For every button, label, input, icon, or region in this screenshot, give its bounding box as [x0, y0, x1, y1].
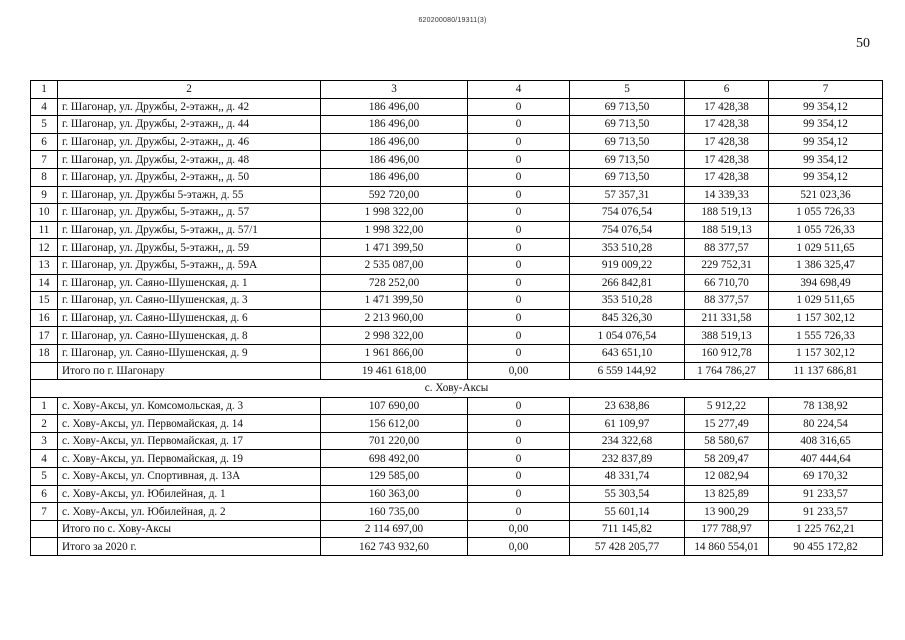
- value-cell-3: 1 961 866,00: [321, 344, 468, 362]
- value-cell-4: 0: [468, 432, 570, 450]
- value-cell-3: 701 220,00: [321, 432, 468, 450]
- address-cell: г. Шагонар, ул. Дружбы, 5-этажн,, д. 57/1: [58, 221, 321, 239]
- row-number: 7: [31, 503, 58, 521]
- value-cell-7: 78 138,92: [769, 397, 883, 415]
- column-header: 1: [31, 81, 58, 99]
- row-number: 10: [31, 204, 58, 222]
- row-number: 6: [31, 485, 58, 503]
- value-cell-4: 0: [468, 221, 570, 239]
- row-number: 13: [31, 256, 58, 274]
- address-cell: с. Хову-Аксы, ул. Юбилейная, д. 2: [58, 503, 321, 521]
- value-cell-3: 592 720,00: [321, 186, 468, 204]
- empty-cell: [31, 362, 58, 380]
- table-row: [31, 221, 883, 239]
- value-cell-4: 0: [468, 292, 570, 310]
- row-number: 9: [31, 186, 58, 204]
- value-cell-5: 69 713,50: [570, 151, 685, 169]
- value-cell-6: 17 428,38: [685, 133, 769, 151]
- value-cell-7: 521 023,36: [769, 186, 883, 204]
- value-cell-7: 99 354,12: [769, 98, 883, 116]
- value-cell-4: 0: [468, 309, 570, 327]
- row-number: 7: [31, 151, 58, 169]
- table-row: [31, 344, 883, 362]
- value-cell-6: 14 339,33: [685, 186, 769, 204]
- row-number: 3: [31, 432, 58, 450]
- value-cell-3: 186 496,00: [321, 98, 468, 116]
- table-row: [31, 256, 883, 274]
- table-row: [31, 468, 883, 486]
- value-cell-5: 353 510,28: [570, 239, 685, 257]
- value-cell-5: 57 357,31: [570, 186, 685, 204]
- value-cell-3: 1 471 399,50: [321, 292, 468, 310]
- value-cell-3: 160 363,00: [321, 485, 468, 503]
- table-row: [31, 309, 883, 327]
- value-cell-4: 0: [468, 151, 570, 169]
- address-cell: г. Шагонар, ул. Саяно-Шушенская, д. 3: [58, 292, 321, 310]
- row-number: 18: [31, 344, 58, 362]
- total-label: Итого по с. Хову-Аксы: [58, 520, 321, 538]
- value-cell-6: 229 752,31: [685, 256, 769, 274]
- data-table: [30, 80, 883, 556]
- value-cell-3: 156 612,00: [321, 415, 468, 433]
- table-row: [31, 116, 883, 134]
- value-cell-5: 643 651,10: [570, 344, 685, 362]
- row-number: 5: [31, 116, 58, 134]
- value-cell-3: 2 114 697,00: [321, 520, 468, 538]
- value-cell-6: 58 580,67: [685, 432, 769, 450]
- value-cell-4: 0: [468, 327, 570, 345]
- value-cell-7: 90 455 172,82: [769, 538, 883, 556]
- value-cell-6: 14 860 554,01: [685, 538, 769, 556]
- value-cell-7: 1 029 511,65: [769, 292, 883, 310]
- row-number: 2: [31, 415, 58, 433]
- value-cell-7: 91 233,57: [769, 503, 883, 521]
- address-cell: с. Хову-Аксы, ул. Юбилейная, д. 1: [58, 485, 321, 503]
- address-cell: с. Хову-Аксы, ул. Комсомольская, д. 3: [58, 397, 321, 415]
- value-cell-7: 394 698,49: [769, 274, 883, 292]
- table-row: [31, 327, 883, 345]
- column-header: 2: [58, 81, 321, 99]
- value-cell-7: 99 354,12: [769, 151, 883, 169]
- row-number: 1: [31, 397, 58, 415]
- value-cell-5: 234 322,68: [570, 432, 685, 450]
- value-cell-4: 0: [468, 116, 570, 134]
- value-cell-6: 211 331,58: [685, 309, 769, 327]
- table-row: [31, 151, 883, 169]
- row-number: 4: [31, 98, 58, 116]
- value-cell-6: 15 277,49: [685, 415, 769, 433]
- value-cell-5: 48 331,74: [570, 468, 685, 486]
- row-number: 11: [31, 221, 58, 239]
- value-cell-6: 13 825,89: [685, 485, 769, 503]
- value-cell-4: 0: [468, 485, 570, 503]
- address-cell: с. Хову-Аксы, ул. Первомайская, д. 17: [58, 432, 321, 450]
- value-cell-6: 17 428,38: [685, 98, 769, 116]
- total-row-year: [31, 538, 883, 556]
- table-body: [31, 81, 883, 556]
- value-cell-5: 266 842,81: [570, 274, 685, 292]
- value-cell-6: 17 428,38: [685, 168, 769, 186]
- value-cell-7: 1 157 302,12: [769, 309, 883, 327]
- value-cell-6: 188 519,13: [685, 204, 769, 222]
- column-header: 3: [321, 81, 468, 99]
- empty-cell: [31, 520, 58, 538]
- table-row: [31, 168, 883, 186]
- row-number: 14: [31, 274, 58, 292]
- value-cell-5: 754 076,54: [570, 221, 685, 239]
- column-header: 7: [769, 81, 883, 99]
- value-cell-5: 61 109,97: [570, 415, 685, 433]
- value-cell-3: 162 743 932,60: [321, 538, 468, 556]
- value-cell-4: 0,00: [468, 538, 570, 556]
- value-cell-5: 232 837,89: [570, 450, 685, 468]
- row-number: 16: [31, 309, 58, 327]
- address-cell: г. Шагонар, ул. Дружбы, 2-этажн,, д. 50: [58, 168, 321, 186]
- section-header-row: [31, 380, 883, 398]
- value-cell-7: 1 225 762,21: [769, 520, 883, 538]
- value-cell-3: 728 252,00: [321, 274, 468, 292]
- value-cell-4: 0: [468, 503, 570, 521]
- table-row: [31, 292, 883, 310]
- value-cell-7: 69 170,32: [769, 468, 883, 486]
- value-cell-7: 1 055 726,33: [769, 221, 883, 239]
- value-cell-5: 1 054 076,54: [570, 327, 685, 345]
- column-header: 6: [685, 81, 769, 99]
- value-cell-5: 6 559 144,92: [570, 362, 685, 380]
- column-header: 4: [468, 81, 570, 99]
- value-cell-3: 19 461 618,00: [321, 362, 468, 380]
- value-cell-5: 69 713,50: [570, 133, 685, 151]
- empty-cell: [31, 538, 58, 556]
- value-cell-3: 186 496,00: [321, 168, 468, 186]
- value-cell-5: 845 326,30: [570, 309, 685, 327]
- address-cell: г. Шагонар, ул. Дружбы 5-этажн, д. 55: [58, 186, 321, 204]
- value-cell-3: 698 492,00: [321, 450, 468, 468]
- value-cell-6: 58 209,47: [685, 450, 769, 468]
- table-row: [31, 503, 883, 521]
- value-cell-6: 188 519,13: [685, 221, 769, 239]
- table-row: [31, 186, 883, 204]
- document-id: 620200080/19311(3): [418, 17, 487, 24]
- value-cell-3: 1 998 322,00: [321, 221, 468, 239]
- value-cell-6: 12 082,94: [685, 468, 769, 486]
- value-cell-3: 160 735,00: [321, 503, 468, 521]
- value-cell-6: 66 710,70: [685, 274, 769, 292]
- value-cell-7: 11 137 686,81: [769, 362, 883, 380]
- value-cell-4: 0: [468, 204, 570, 222]
- value-cell-4: 0: [468, 133, 570, 151]
- value-cell-4: 0: [468, 98, 570, 116]
- value-cell-3: 2 535 087,00: [321, 256, 468, 274]
- address-cell: г. Шагонар, ул. Саяно-Шушенская, д. 1: [58, 274, 321, 292]
- value-cell-7: 99 354,12: [769, 116, 883, 134]
- address-cell: с. Хову-Аксы, ул. Первомайская, д. 14: [58, 415, 321, 433]
- value-cell-6: 13 900,29: [685, 503, 769, 521]
- row-number: 4: [31, 450, 58, 468]
- value-cell-3: 2 998 322,00: [321, 327, 468, 345]
- value-cell-7: 1 386 325,47: [769, 256, 883, 274]
- table-row: [31, 98, 883, 116]
- value-cell-4: 0: [468, 186, 570, 204]
- value-cell-4: 0: [468, 256, 570, 274]
- value-cell-5: 919 009,22: [570, 256, 685, 274]
- table-row: [31, 432, 883, 450]
- address-cell: г. Шагонар, ул. Дружбы, 5-этажн,, д. 59А: [58, 256, 321, 274]
- value-cell-7: 99 354,12: [769, 133, 883, 151]
- table-row: [31, 450, 883, 468]
- address-cell: г. Шагонар, ул. Саяно-Шушенская, д. 6: [58, 309, 321, 327]
- value-cell-3: 186 496,00: [321, 151, 468, 169]
- row-number: 15: [31, 292, 58, 310]
- total-row-shagonar: [31, 362, 883, 380]
- value-cell-3: 1 998 322,00: [321, 204, 468, 222]
- value-cell-5: 57 428 205,77: [570, 538, 685, 556]
- row-number: 8: [31, 168, 58, 186]
- page-number: 50: [856, 36, 870, 51]
- table-row: [31, 397, 883, 415]
- address-cell: г. Шагонар, ул. Дружбы, 2-этажн,, д. 44: [58, 116, 321, 134]
- table-row: [31, 415, 883, 433]
- value-cell-5: 69 713,50: [570, 168, 685, 186]
- row-number: 12: [31, 239, 58, 257]
- table-row: [31, 485, 883, 503]
- row-number: 6: [31, 133, 58, 151]
- value-cell-4: 0: [468, 344, 570, 362]
- table-row: [31, 239, 883, 257]
- value-cell-6: 88 377,57: [685, 292, 769, 310]
- value-cell-5: 55 601,14: [570, 503, 685, 521]
- value-cell-4: 0: [468, 450, 570, 468]
- value-cell-7: 80 224,54: [769, 415, 883, 433]
- value-cell-6: 5 912,22: [685, 397, 769, 415]
- row-number: 17: [31, 327, 58, 345]
- table-row: [31, 204, 883, 222]
- total-label: Итого за 2020 г.: [58, 538, 321, 556]
- value-cell-3: 107 690,00: [321, 397, 468, 415]
- value-cell-7: 99 354,12: [769, 168, 883, 186]
- value-cell-5: 55 303,54: [570, 485, 685, 503]
- row-number: 5: [31, 468, 58, 486]
- address-cell: г. Шагонар, ул. Дружбы, 2-этажн,, д. 42: [58, 98, 321, 116]
- table-row: [31, 274, 883, 292]
- value-cell-7: 1 029 511,65: [769, 239, 883, 257]
- header-row: [31, 81, 883, 99]
- value-cell-4: 0: [468, 168, 570, 186]
- address-cell: г. Шагонар, ул. Дружбы, 5-этажн,, д. 57: [58, 204, 321, 222]
- table-row: [31, 133, 883, 151]
- value-cell-7: 407 444,64: [769, 450, 883, 468]
- value-cell-3: 186 496,00: [321, 116, 468, 134]
- column-header: 5: [570, 81, 685, 99]
- address-cell: г. Шагонар, ул. Саяно-Шушенская, д. 8: [58, 327, 321, 345]
- value-cell-3: 1 471 399,50: [321, 239, 468, 257]
- value-cell-6: 17 428,38: [685, 116, 769, 134]
- value-cell-6: 1 764 786,27: [685, 362, 769, 380]
- value-cell-6: 160 912,78: [685, 344, 769, 362]
- value-cell-4: 0: [468, 397, 570, 415]
- value-cell-7: 91 233,57: [769, 485, 883, 503]
- value-cell-5: 23 638,86: [570, 397, 685, 415]
- total-row-khovu-aksy: [31, 520, 883, 538]
- value-cell-7: 1 157 302,12: [769, 344, 883, 362]
- value-cell-4: 0: [468, 468, 570, 486]
- value-cell-6: 177 788,97: [685, 520, 769, 538]
- value-cell-3: 186 496,00: [321, 133, 468, 151]
- address-cell: с. Хову-Аксы, ул. Первомайская, д. 19: [58, 450, 321, 468]
- value-cell-6: 388 519,13: [685, 327, 769, 345]
- value-cell-5: 711 145,82: [570, 520, 685, 538]
- value-cell-6: 88 377,57: [685, 239, 769, 257]
- value-cell-3: 2 213 960,00: [321, 309, 468, 327]
- section-title: с. Хову-Аксы: [31, 380, 883, 398]
- value-cell-3: 129 585,00: [321, 468, 468, 486]
- value-cell-7: 408 316,65: [769, 432, 883, 450]
- value-cell-5: 69 713,50: [570, 116, 685, 134]
- value-cell-6: 17 428,38: [685, 151, 769, 169]
- total-label: Итого по г. Шагонару: [58, 362, 321, 380]
- address-cell: г. Шагонар, ул. Саяно-Шушенская, д. 9: [58, 344, 321, 362]
- address-cell: г. Шагонар, ул. Дружбы, 2-этажн,, д. 46: [58, 133, 321, 151]
- value-cell-4: 0: [468, 415, 570, 433]
- address-cell: г. Шагонар, ул. Дружбы, 2-этажн,, д. 48: [58, 151, 321, 169]
- value-cell-7: 1 555 726,33: [769, 327, 883, 345]
- value-cell-5: 69 713,50: [570, 98, 685, 116]
- value-cell-4: 0,00: [468, 520, 570, 538]
- value-cell-5: 353 510,28: [570, 292, 685, 310]
- value-cell-7: 1 055 726,33: [769, 204, 883, 222]
- value-cell-4: 0,00: [468, 362, 570, 380]
- address-cell: с. Хову-Аксы, ул. Спортивная, д. 13А: [58, 468, 321, 486]
- value-cell-4: 0: [468, 239, 570, 257]
- value-cell-5: 754 076,54: [570, 204, 685, 222]
- value-cell-4: 0: [468, 274, 570, 292]
- address-cell: г. Шагонар, ул. Дружбы, 5-этажн,, д. 59: [58, 239, 321, 257]
